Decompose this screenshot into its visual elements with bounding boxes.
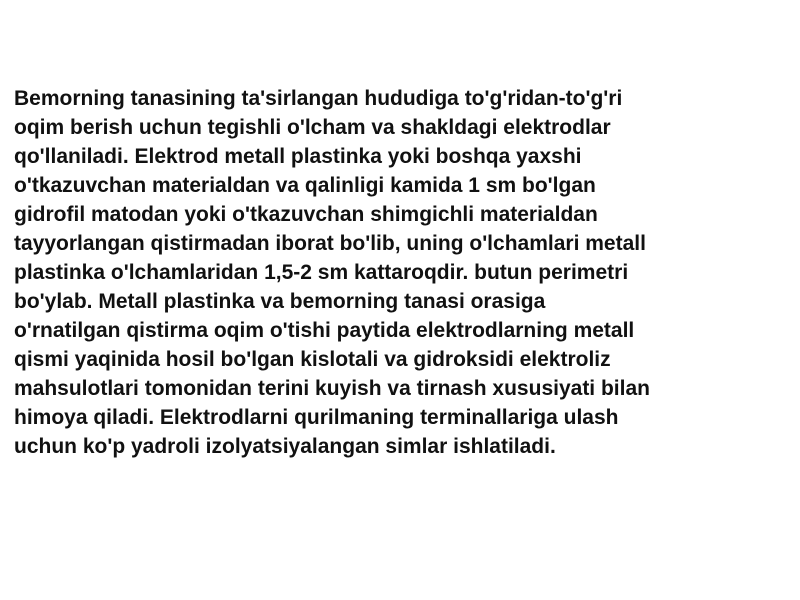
text-line-12: himoya qiladi. Elektrodlarni qurilmaning terminallariga ulash bbox=[14, 406, 619, 429]
text-line-6: tayyorlangan qistirmadan iborat bo'lib, uning o'lchamlari metall bbox=[14, 232, 646, 255]
text-line-1: Bemorning tanasining ta'sirlangan hududiga to'g'ridan-to'g'ri bbox=[14, 87, 623, 110]
text-line-9: o'rnatilgan qistirma oqim o'tishi paytida elektrodlarning metall bbox=[14, 319, 635, 342]
text-line-8: bo'ylab. Metall plastinka va bemorning tanasi orasiga bbox=[14, 290, 546, 313]
text-line-2: oqim berish uchun tegishli o'lcham va shakldagi elektrodlar bbox=[14, 116, 611, 139]
text-line-3: qo'llaniladi. Elektrod metall plastinka yoki boshqa yaxshi bbox=[14, 145, 582, 168]
text-line-7: plastinka o'lchamlaridan 1,5-2 sm kattaroqdir. butun perimetri bbox=[14, 261, 629, 284]
text-line-11: mahsulotlari tomonidan terini kuyish va tirnash xususiyati bilan bbox=[14, 377, 650, 400]
text-line-10: qismi yaqinida hosil bo'lgan kislotali va gidroksidi elektroliz bbox=[14, 348, 611, 371]
text-line-13: uchun ko'p yadroli izolyatsiyalangan simlar ishlatiladi. bbox=[14, 435, 556, 458]
text-line-5: gidrofil matodan yoki o'tkazuvchan shimgichli materialdan bbox=[14, 203, 598, 226]
body-paragraph bbox=[14, 84, 794, 461]
text-line-4: o'tkazuvchan materialdan va qalinligi kamida 1 sm bo'lgan bbox=[14, 174, 596, 197]
